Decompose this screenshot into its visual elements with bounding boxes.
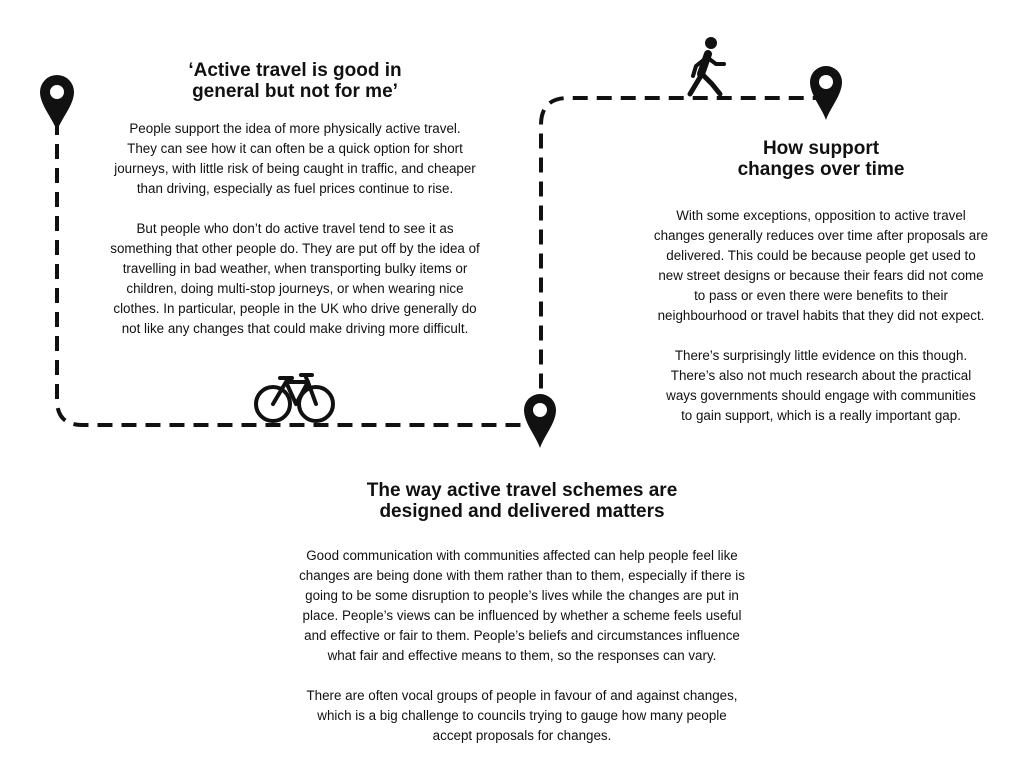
- text-line: children, doing multi-stop journeys, or when wearing nice: [126, 281, 464, 296]
- section-paragraph: [636, 346, 1006, 426]
- title-line: general but not for me’: [192, 81, 398, 102]
- section-title: [266, 480, 778, 522]
- map-pin-icon: [524, 394, 556, 448]
- title-line: designed and delivered matters: [379, 501, 665, 522]
- text-line: neighbourhood or travel habits that they did not expect.: [657, 308, 985, 323]
- title-line: The way active travel schemes are: [366, 480, 678, 501]
- text-line: changes are being done with them rather than to them, especially if there is: [299, 568, 745, 583]
- title-line: changes over time: [737, 159, 905, 180]
- section-design: [266, 480, 778, 746]
- text-line: accept proposals for changes.: [432, 728, 612, 743]
- text-line: place. People’s views can be influenced by whether a scheme feels useful: [302, 608, 742, 623]
- text-line: ways governments should engage with communities: [666, 388, 976, 403]
- text-line: But people who don’t do active travel tend to see it as: [136, 221, 454, 236]
- text-line: They can see how it can often be a quick option for short: [127, 141, 463, 156]
- section-paragraph: [636, 206, 1006, 326]
- text-line: With some exceptions, opposition to active travel: [676, 208, 966, 223]
- text-line: travelling in bad weather, when transporting bulky items or: [122, 261, 468, 276]
- text-line: Good communication with communities affected can help people feel like: [306, 548, 738, 563]
- section-paragraph: [90, 219, 500, 339]
- text-line: journeys, with little risk of being caught in traffic, and cheaper: [114, 161, 476, 176]
- map-pin-icon: [810, 66, 842, 120]
- bicycle-icon: [256, 375, 333, 421]
- text-line: than driving, especially as fuel prices continue to rise.: [136, 181, 454, 196]
- text-line: delivered. This could be because people get used to: [666, 248, 976, 263]
- section-paragraph: [266, 686, 778, 746]
- text-line: There’s surprisingly little evidence on this though.: [674, 348, 968, 363]
- text-line: which is a big challenge to councils trying to gauge how many people: [317, 708, 727, 723]
- title-line: ‘Active travel is good in: [188, 60, 402, 81]
- text-line: clothes. In particular, people in the UK who drive generally do: [113, 301, 477, 316]
- section-title: [90, 60, 500, 102]
- section-paragraph: [266, 546, 778, 666]
- section-title: [636, 138, 1006, 180]
- text-line: and effective or fair to them. People’s beliefs and circumstances influence: [304, 628, 740, 643]
- text-line: to gain support, which is a really important gap.: [681, 408, 961, 423]
- pedestrian-icon: [690, 37, 724, 94]
- text-line: There are often vocal groups of people in favour of and against changes,: [306, 688, 738, 703]
- text-line: not like any changes that could make driving more difficult.: [121, 321, 469, 336]
- title-line: How support: [762, 138, 880, 159]
- text-line: There’s also not much research about the practical: [670, 368, 972, 383]
- text-line: what fair and effective means to them, so the responses can vary.: [327, 648, 717, 663]
- section-attitudes: [90, 60, 500, 339]
- text-line: People support the idea of more physically active travel.: [129, 121, 461, 136]
- text-line: going to be some disruption to people’s lives while the changes are put in: [305, 588, 739, 603]
- section-time: [636, 138, 1006, 426]
- text-line: changes generally reduces over time after proposals are: [653, 228, 989, 243]
- text-line: to pass or even there were benefits to their: [694, 288, 948, 303]
- text-line: new street designs or because their fears did not come: [658, 268, 984, 283]
- section-paragraph: [90, 119, 500, 199]
- text-line: something that other people do. They are put off by the idea of: [110, 241, 480, 256]
- map-pin-icon: [40, 75, 74, 131]
